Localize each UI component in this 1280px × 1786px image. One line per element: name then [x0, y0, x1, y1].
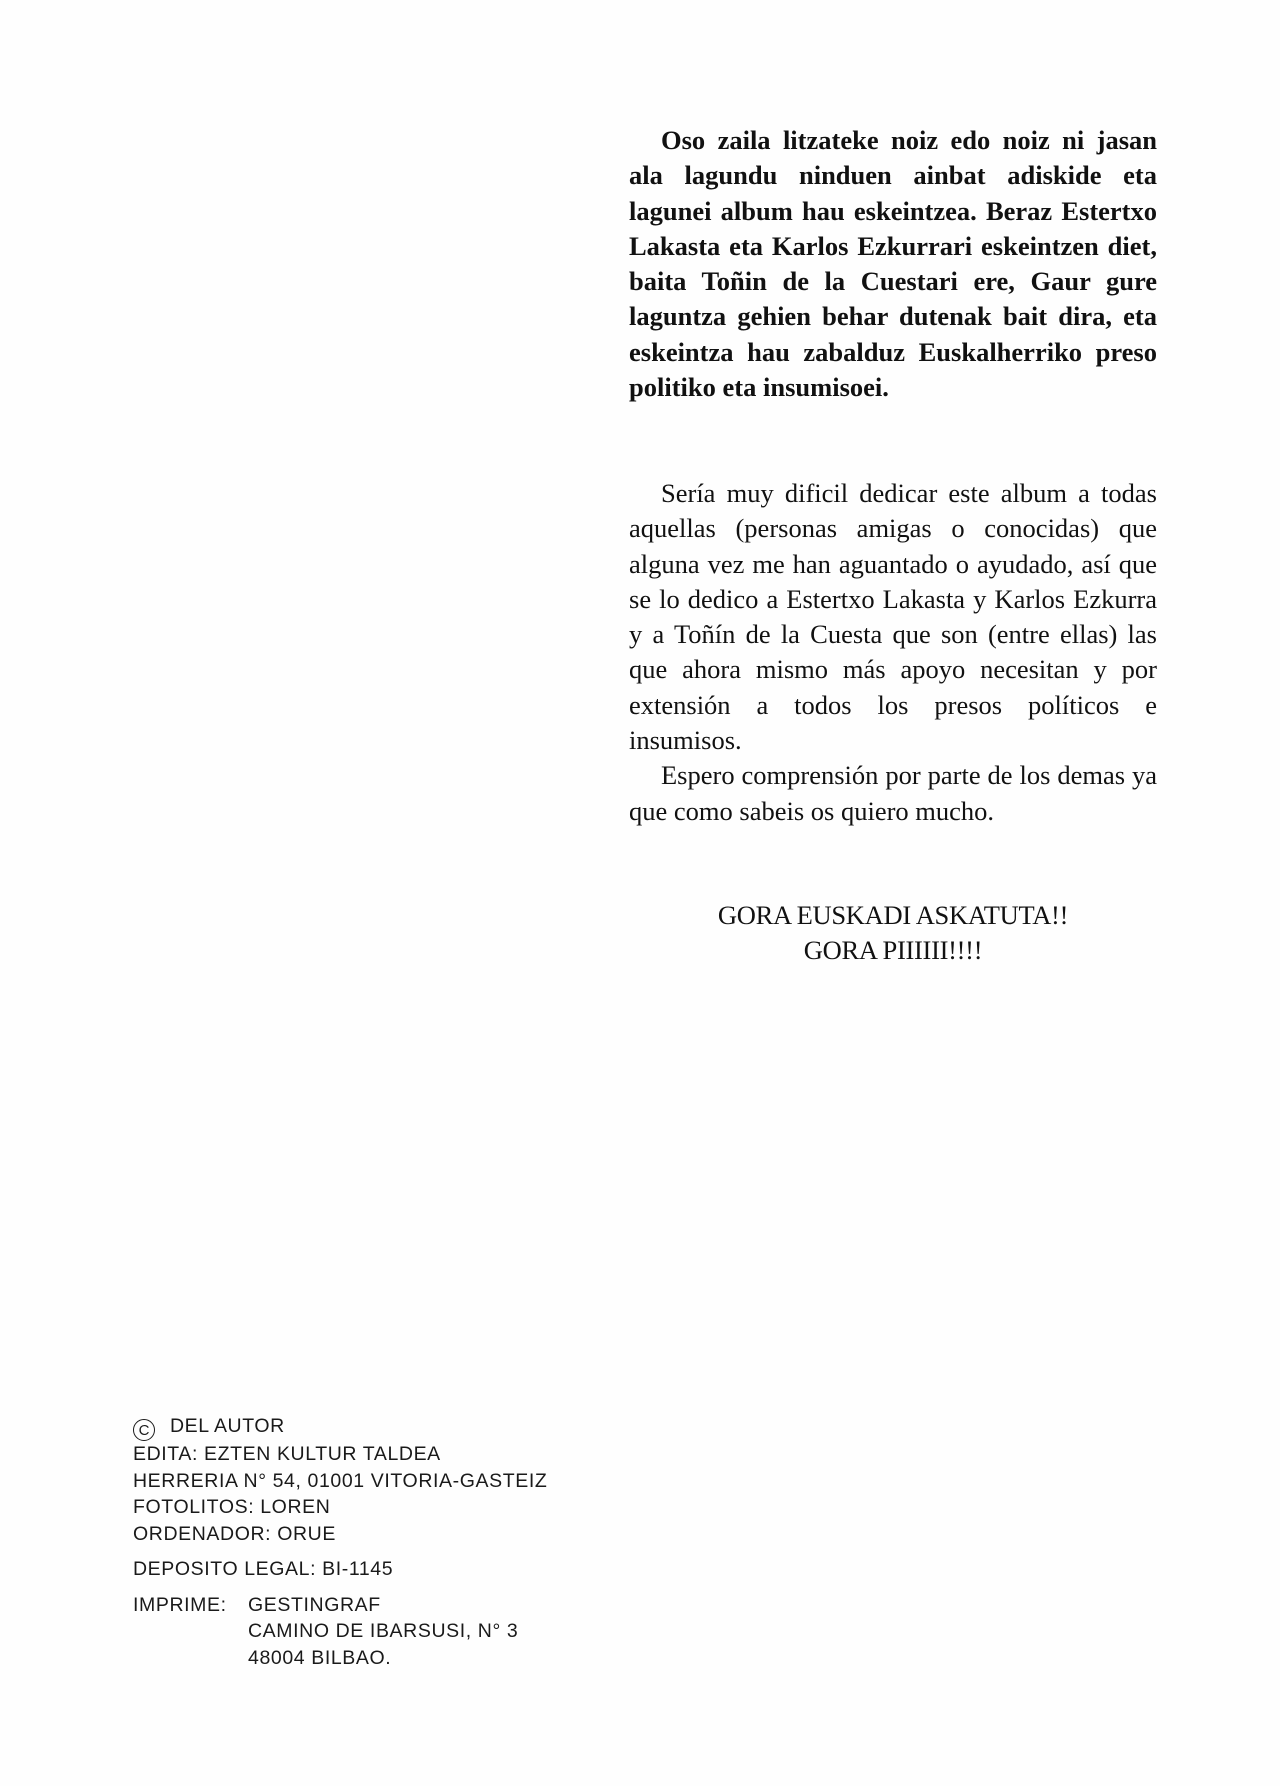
- publisher-line: EDITA: EZTEN KULTUR TALDEA: [133, 1443, 441, 1465]
- printer-block: [133, 1592, 547, 1672]
- closing-cheers: [629, 898, 1157, 968]
- computer-line: ORDENADOR: ORUE: [133, 1522, 336, 1545]
- dedication-basque-paragraph: Oso zaila litzateke noiz edo noiz ni jasan ala lagundu ninduen ainbat adiskide eta lagunei album hau eskeintzea. Beraz Estertxo Lakasta eta Karlos Ezkurrari eskeintzen diet, baita Toñin de la Cuestari ere, Gaur gure laguntza gehien behar dutenak bait dira, eta eskeintza hau zabalduz Euskalherriko preso politiko eta insumisoei.: [629, 125, 1157, 403]
- photolith-line: FOTOLITOS: LOREN: [133, 1496, 331, 1518]
- printer-label: IMPRIME:: [133, 1593, 227, 1616]
- legal-deposit-line: DEPOSITO LEGAL: BI-1145: [133, 1558, 394, 1580]
- copyright-icon: C: [133, 1419, 155, 1441]
- cheer-line-2: GORA PIIIIII!!!!: [803, 935, 983, 965]
- dedication-spanish-paragraph-1: Sería muy dificil dedicar este album a todas aquellas (personas amigas o conocidas) que alguna vez me han aguantado o ayudado, así que se lo dedico a Estertxo Lakasta y Karlos Ezkurra y a Toñín de la Cuesta que son (entre ellas) las que ahora mismo más apoyo necesitan y por extensión a todos los presos políticos e insumisos.: [629, 478, 1157, 756]
- printer-name: GESTINGRAF: [248, 1593, 381, 1616]
- dedication-spanish: [629, 476, 1157, 829]
- dedication-spanish-paragraph-2: Espero comprensión por parte de los demas ya que como sabeis os quiero mucho.: [629, 760, 1157, 826]
- printer-city: 48004 BILBAO.: [248, 1646, 392, 1669]
- cheer-line-1: GORA EUSKADI ASKATUTA!!: [717, 900, 1069, 930]
- dedication-basque: [629, 123, 1157, 405]
- publisher-address: HERRERIA N° 54, 01001 VITORIA-GASTEIZ: [133, 1469, 548, 1492]
- printer-street: CAMINO DE IBARSUSI, N° 3: [248, 1620, 519, 1642]
- copyright-line: [133, 1413, 547, 1441]
- printer-details: [248, 1592, 547, 1672]
- copyright-text: DEL AUTOR: [170, 1415, 285, 1437]
- publishing-credits: [133, 1413, 547, 1671]
